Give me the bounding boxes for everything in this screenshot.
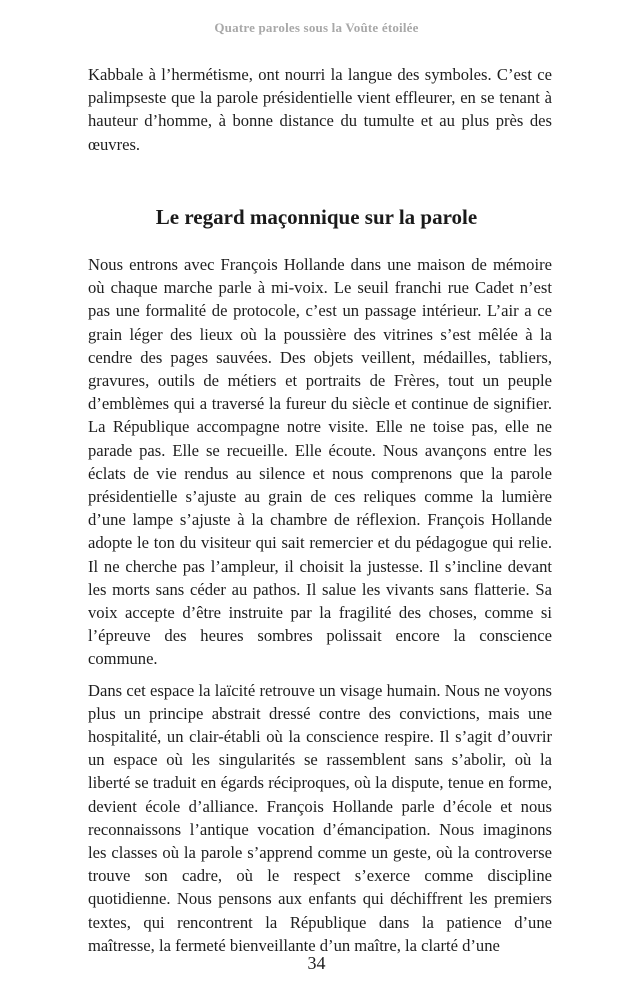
section-body bbox=[88, 253, 552, 957]
running-header: Quatre paroles sous la Voûte étoilée bbox=[214, 20, 419, 35]
section-heading: Le regard maçonnique sur la parole bbox=[155, 205, 478, 229]
intro-text-block bbox=[88, 63, 552, 156]
intro-paragraph: Kabbale à l’hermétisme, ont nourri la langue des symboles. C’est ce palimpseste que la parole présidentielle vient effleurer, en se tenant à hauteur d’homme, à bonne distance du tumulte et au plus près des œuvres. bbox=[88, 65, 552, 154]
page-number: 34 bbox=[307, 953, 326, 973]
body-paragraph-1: Nous entrons avec François Hollande dans une maison de mémoire où chaque marche parle à mi-voix. Le seuil franchi rue Cadet n’est pas une formalité de protocole, c’est un passage intérieur. L’air a ce grain léger des lieux où la poussière des vitrines s’est mêlée à la cendre des pages sauvées. Des objets veillent, médailles, tabliers, gravures, outils de métiers et portraits de Frères, tout un peuple d’emblèmes qui a traversé la fureur du siècle et continue de signifier. La République accompagne notre visite. Elle ne toise pas, elle ne parade pas. Elle se recueille. Elle écoute. Nous avançons entre les éclats de vie rendus au silence et nous comprenons que la parole présidentielle s’ajuste au grain de ces reliques comme la lumière d’une lampe s’ajuste à la chambre de réflexion. François Hollande adopte le ton du visiteur qui sait remercier et du pédagogue qui relie. Il ne cherche pas l’ampleur, il choisit la justesse. Il s’incline devant les morts sans céder au pathos. Il salue les vivants sans flatterie. Sa voix accepte d’être instruite par la fragilité des choses, comme si l’épreuve des heures sombres polissait encore la conscience commune. bbox=[88, 255, 552, 669]
body-paragraph-2: Dans cet espace la laïcité retrouve un visage humain. Nous ne voyons plus un principe abstrait dressé contre des convictions, mais une hospitalité, un clair-établi où la conscience respire. Il s’agit d’ouvrir un espace où les singularités se rassemblent sans s’abolir, où la liberté se traduit en égards réciproques, où la dispute, tenue en forme, devient école d’alliance. François Hollande parle d’école et nous reconnaissons l’antique vocation d’émancipation. Nous imaginons les classes où la parole s’apprend comme un geste, où la controverse trouve son cadre, où le respect s’exerce comme discipline quotidienne. Nous pensons aux enfants qui déchiffrent les premiers textes, qui rencontrent la République dans la patience d’une maîtresse, la fermeté bienveillante d’un maître, la clarté d’une bbox=[88, 680, 552, 955]
